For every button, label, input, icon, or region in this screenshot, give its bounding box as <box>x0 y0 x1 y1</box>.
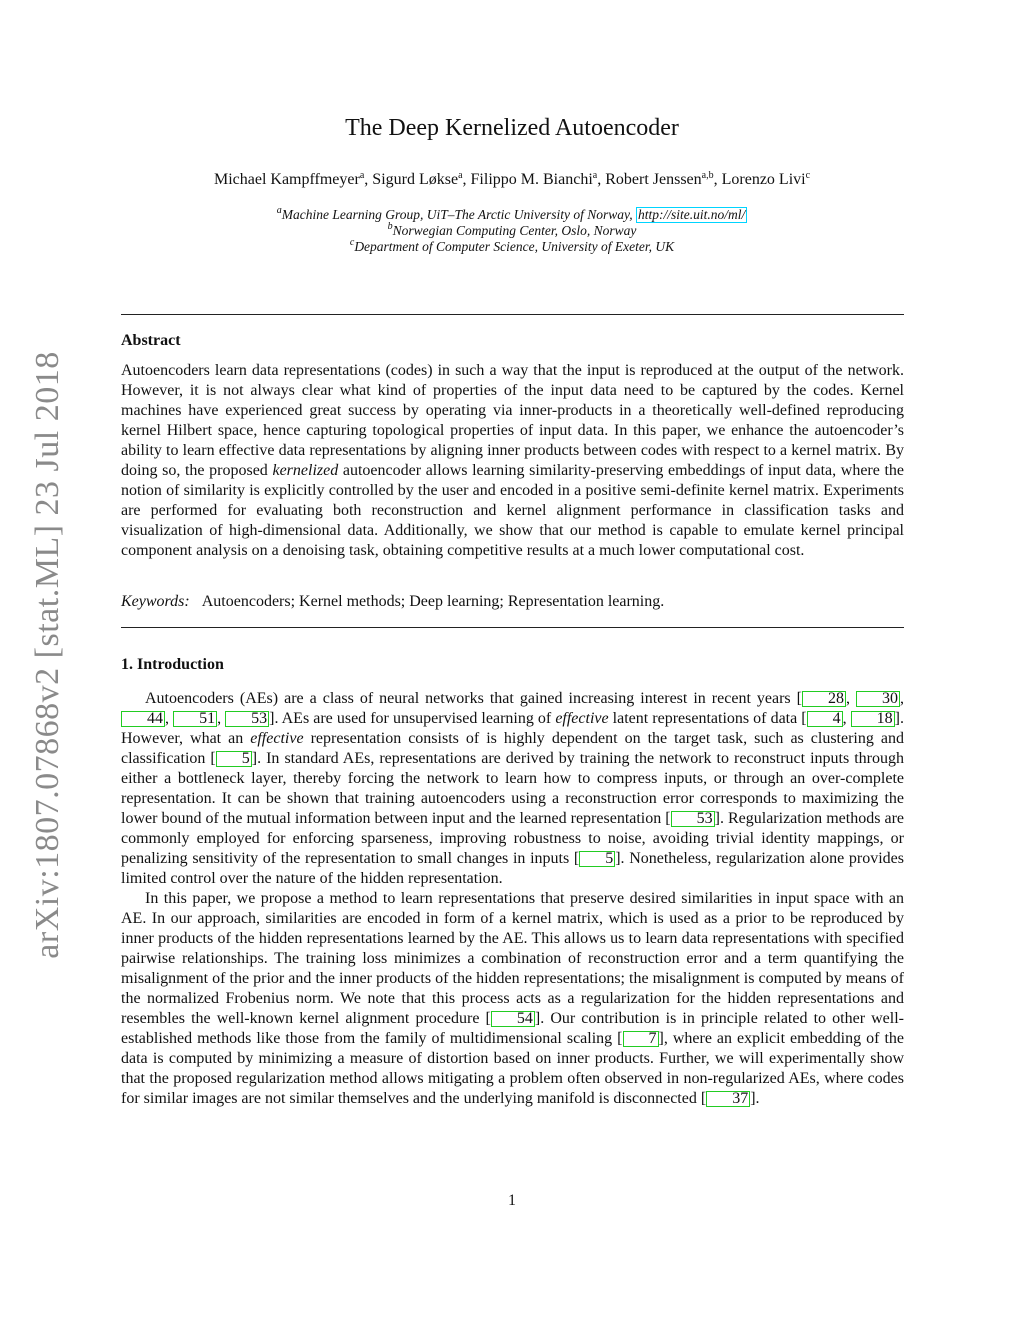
paragraph: Autoencoders (AEs) are a class of neural networks that gained increasing interest in recent years [ 28 , 30 , 44 , 51 , 53 ]. AEs are used for unsupervised learning of effective latent representations of data [ 4 , 18 ]. However, what an effective representation consists of is highly dependent on the target task, such as clustering and classification [ 5 ]. In standard AEs, representations are derived by training the network to reconstruct inputs through either a bottleneck layer, thereby forcing the network to learn how to compress inputs, or through an over-complete representation. It can be shown that training autoencoders using a reconstruction error corresponds to maximizing the lower bound of the mutual information between input and the learned representation [ 53 ]. Regularization methods are commonly employed for enforcing sparseness, improving robustness to noise, avoiding trivial identity mappings, or penalizing sensitivity of the representation to small changes in inputs [ 5 ]. Nonetheless, regularization alone provides limited control over the nature of the hidden representation. <box>121 690 905 887</box>
keywords-label: Keywords: <box>121 593 190 610</box>
affiliation-b <box>0 223 1024 239</box>
affiliation-c <box>0 239 1024 255</box>
citation-link[interactable]: 30 <box>856 691 900 707</box>
keywords-text: Autoencoders; Kernel methods; Deep learning; Representation learning. <box>201 593 665 610</box>
abstract-text: autoencoder allows learning similarity-preserving embeddings of input data, where the notion of similarity is explicitly controlled by the user and encoded in a positive semi-definite kernel matrix. Experiments are performed for evaluating both reconstruction and kernel alignment performance in classification tasks and visualization of high-dimensional data. Additionally, we show that our method is capable to emulate kernel principal component analysis on a denoising task, obtaining competitive results at a much lower computational cost. <box>121 462 905 559</box>
author-affiliation-mark: c <box>805 170 811 181</box>
author-name: Michael Kampffmeyer <box>213 171 360 188</box>
divider-bottom <box>121 627 904 628</box>
affiliation-a <box>0 207 1024 223</box>
author-affiliation-mark: a,b <box>701 170 714 181</box>
citation-link[interactable]: 5 <box>579 851 615 867</box>
affiliation-text: Machine Learning Group, UiT–The Arctic University of Norway, <box>281 207 633 222</box>
author-name: Lorenzo Livi <box>721 171 806 188</box>
arxiv-sidebar-stamp <box>28 350 68 960</box>
citation-link[interactable]: 7 <box>623 1031 659 1047</box>
citation-link[interactable]: 44 <box>121 711 165 727</box>
author-name: Robert Jenssen <box>605 171 702 188</box>
citation-link[interactable]: 4 <box>807 711 843 727</box>
affiliation-text: Department of Computer Science, University of Exeter, UK <box>354 239 675 254</box>
citation-link[interactable]: 54 <box>491 1011 535 1027</box>
author-list: Michael Kampffmeyer$^a$, Sigurd Løkse$^a$, Filippo M. Bianchi$^a$, Robert Jenssen$^{a,b}$, Lorenzo Livi$^c$ <box>213 170 811 188</box>
divider-top <box>121 314 904 315</box>
citation-link[interactable]: 53 <box>225 711 269 727</box>
citation-link[interactable]: 53 <box>671 811 715 827</box>
author-affiliation-mark: a <box>359 170 365 181</box>
affiliation-mark: c <box>349 237 355 248</box>
affiliation-text: Norwegian Computing Center, Oslo, Norway <box>392 223 637 238</box>
author-affiliation-mark: a <box>592 170 598 181</box>
arxiv-identifier: arXiv:1807.07868v2 [stat.ML] 23 Jul 2018 <box>29 351 66 959</box>
citation-link[interactable]: 18 <box>851 711 895 727</box>
citation-link[interactable]: 5 <box>216 751 252 767</box>
abstract-body <box>121 361 904 561</box>
author-name: Filippo M. Bianchi <box>470 171 593 188</box>
citation-link[interactable]: 28 <box>802 691 846 707</box>
paper-title: The Deep Kernelized Autoencoder <box>345 115 679 141</box>
section-heading: 1. Introduction <box>121 656 224 673</box>
affiliation-url-link[interactable]: http://site.uit.no/ml/ <box>637 207 746 222</box>
page-number: 1 <box>508 1192 516 1209</box>
keywords-line <box>121 593 664 611</box>
paragraph: In this paper, we propose a method to learn representations that preserve desired similarities in input space with an AE. In our approach, similarities are encoded in form of a kernel matrix, which is used as a prior to be reproduced by inner products of the hidden representations learned by the AE. This allows us to learn data representations with specified pairwise relationships. The training loss minimizes a combination of reconstruction error and a term quantifying the misalignment of the prior and the inner products of the hidden representations; the misalignment is computed by means of the normalized Frobenius norm. We note that this process acts as a regularization for the hidden representations and resembles the well-known kernel alignment procedure [ 54 ]. Our contribution is in principle related to other well-established methods like those from the family of multidimensional scaling [ 7 ], where an explicit embedding of the data is computed by minimizing a measure of distortion based on inner products. Further, we will experimentally show that the proposed regularization method allows mitigating a problem often observed in non-regularized AEs, where codes for similar images are not similar themselves and the underlying manifold is disconnected [ 37 ]. <box>121 890 905 1107</box>
author-affiliation-mark: a <box>458 170 463 181</box>
introduction-body <box>121 689 904 1109</box>
affiliation-mark: a <box>276 205 282 216</box>
affiliation-mark: b <box>387 221 393 232</box>
citation-link[interactable]: 37 <box>706 1091 750 1107</box>
abstract-heading: Abstract <box>121 332 181 349</box>
citation-link[interactable]: 51 <box>173 711 217 727</box>
abstract-emphasis: kernelized <box>272 462 339 479</box>
abstract-text: Autoencoders learn data representations (codes) in such a way that the input is reproduced at the output of the network. However, it is not always clear what kind of properties of the input data need to be captured by the codes. Kernel machines have experienced great success by operating via inner-products in a theoretically well-defined reproducing kernel Hilbert space, hence capturing topological properties of input data. In this paper, we enhance the autoencoder’s ability to learn effective data representations by aligning inner products between codes with respect to a kernel matrix. By doing so, the proposed <box>121 362 904 479</box>
author-name: Sigurd Løkse <box>372 171 459 188</box>
